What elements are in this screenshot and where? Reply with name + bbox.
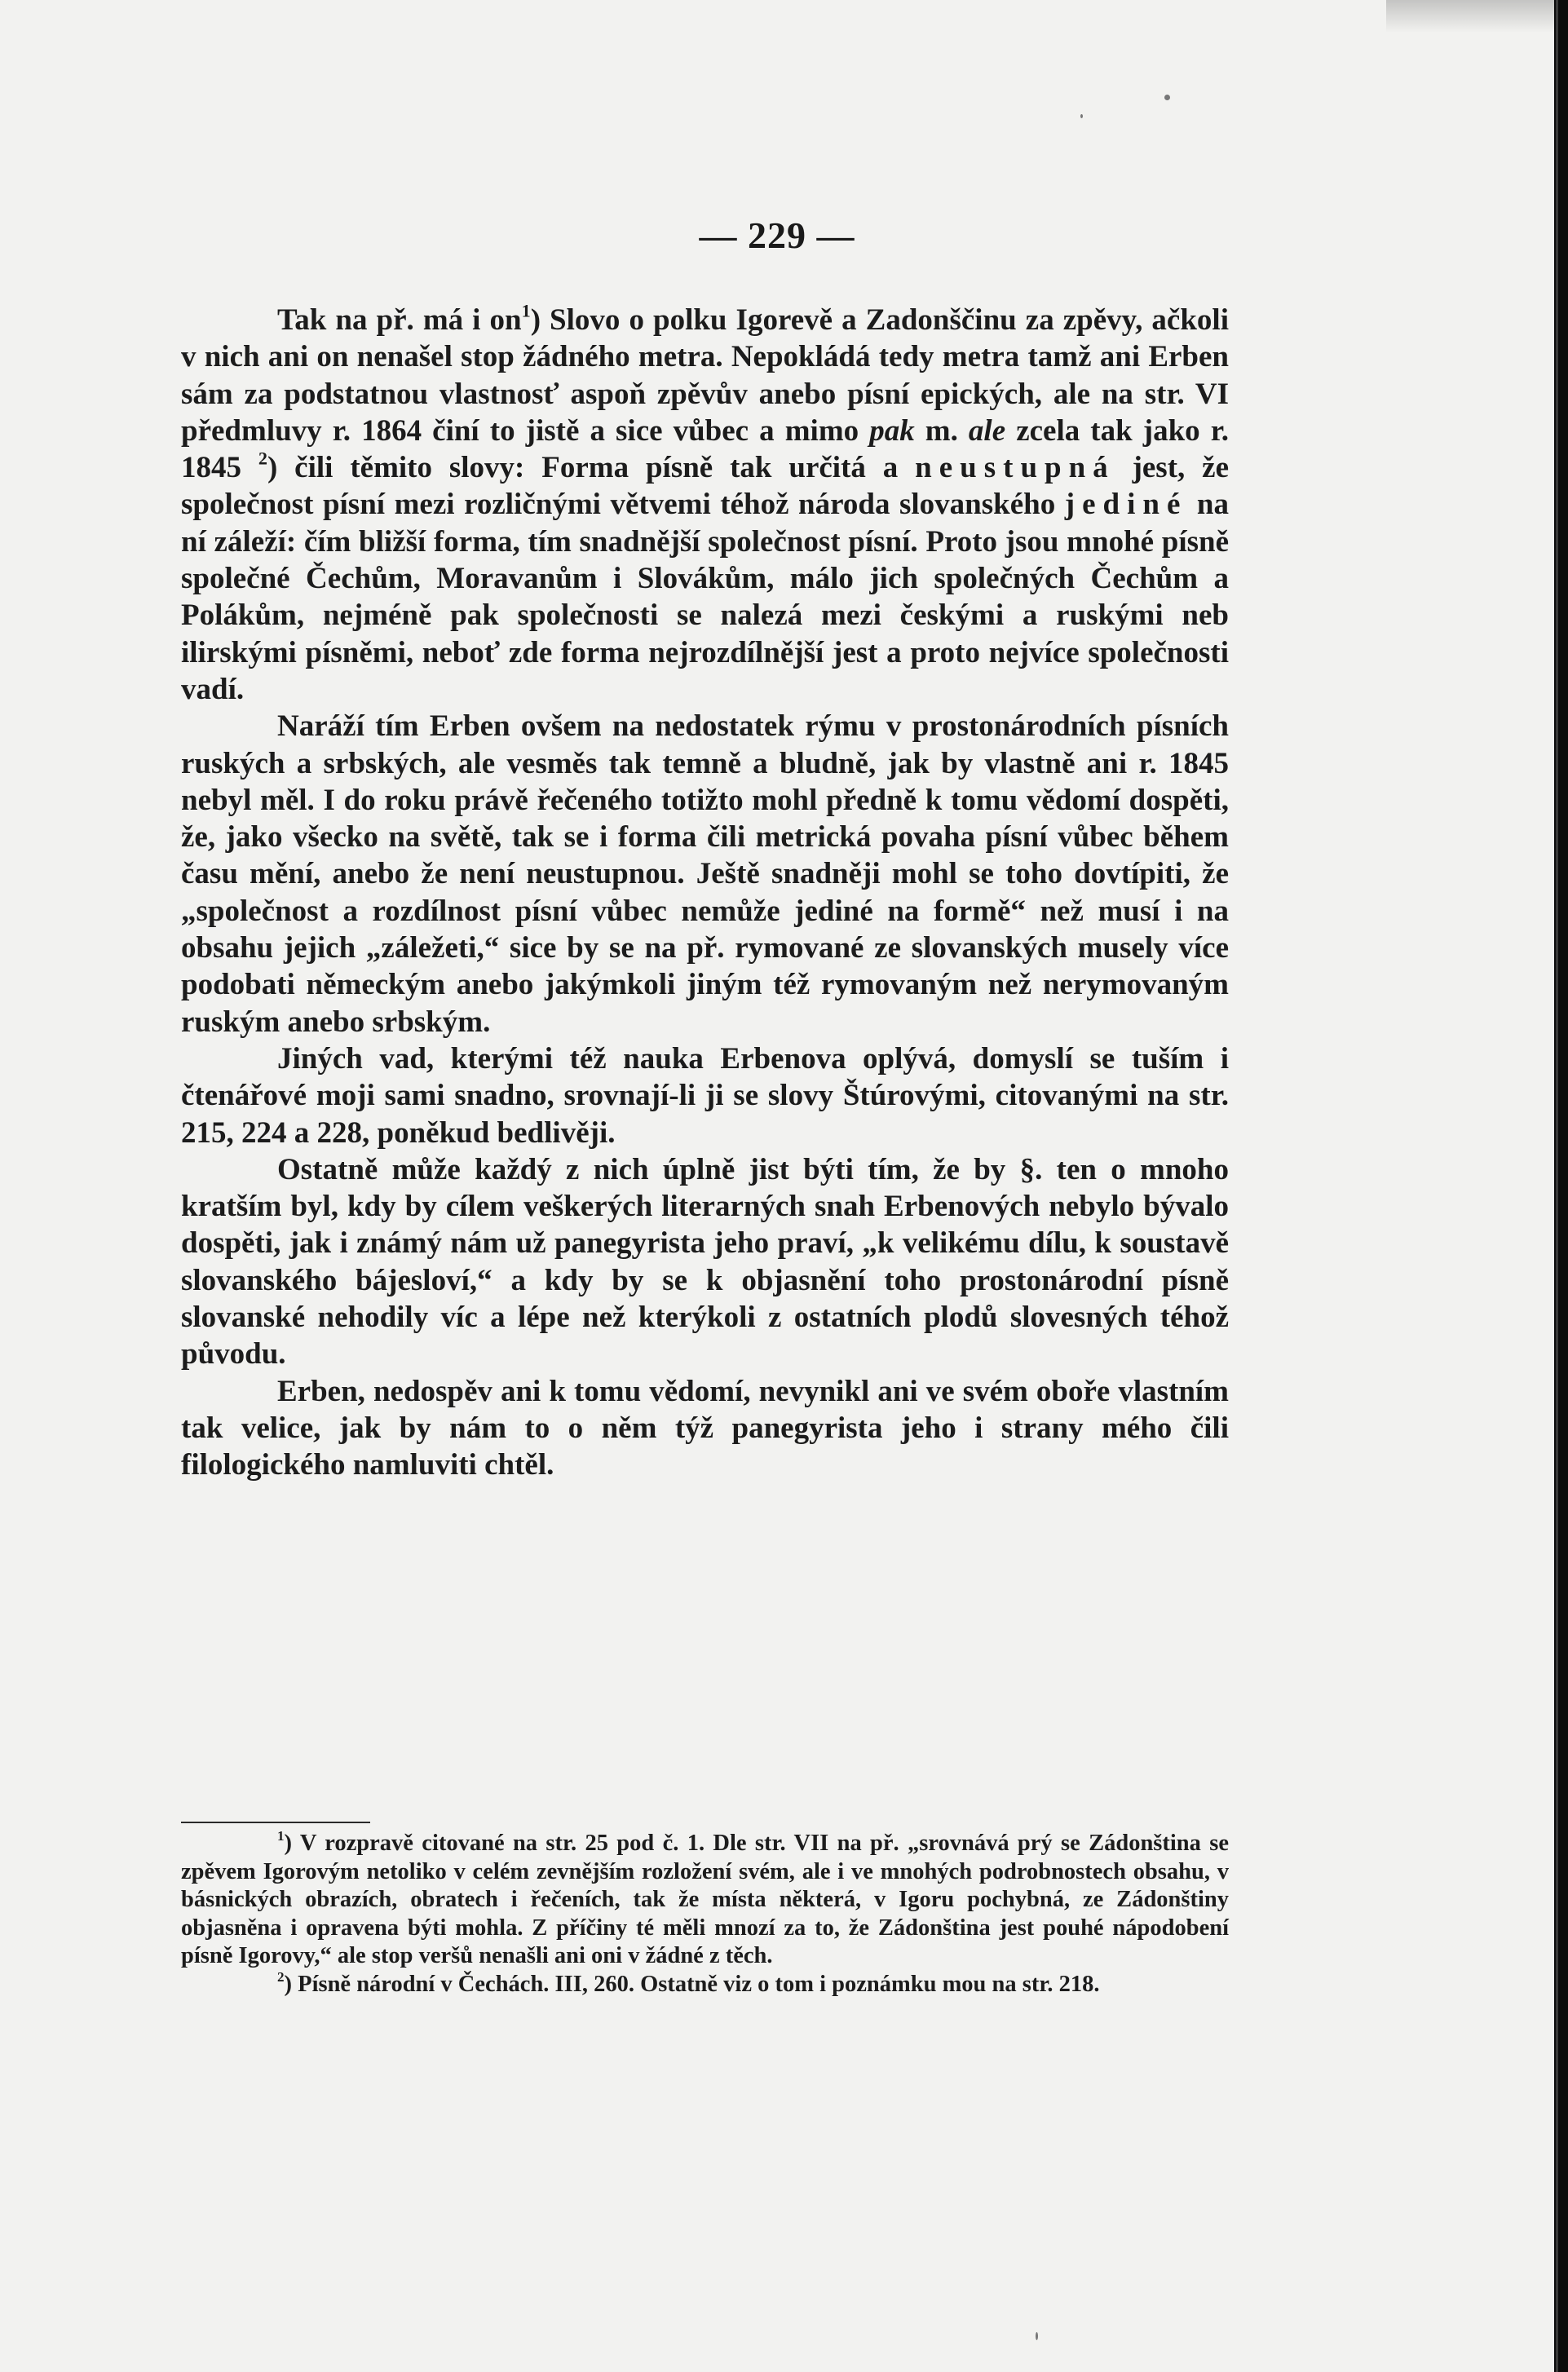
main-text [181,302,1229,1484]
scan-speck [1036,2332,1038,2340]
footnote-mark: 1 [277,1828,285,1844]
footnote [181,1968,1229,1999]
text-run: ) čili těmito slovy: Forma písně tak určitá a [267,451,916,485]
text-run: ) Slovo o polku Igorevě a Zadonščinu za zpěvy, ačkoli v nich ani on nenašel stop žádného metra. Nepokládá tedy metra tamž ani Erben sám za podstatnou vlastnosť aspoň zpěvův anebo písní epických, ale na str. VI předmluvy r. 1864 činí to jistě a sice vůbec a mimo [181,303,1229,448]
paragraph: Erben, nedospěv ani k tomu vědomí, nevynikl ani ve svém oboře vlastním tak velice, jak by nám to o něm týž panegyrista jeho i strany mého čili filologického namluviti chtěl. [181,1374,1229,1482]
footnote-ref: 2 [258,448,267,469]
footnote-text: ) V rozpravě citované na str. 25 pod č. 1. Dle str. VII na př. „srovnává prý se Zádonština se zpěvem Igorovým netoliko v celém zevnějším rozložení svém, ale i ve mnohých podrobnostech obsahu, v básnických obrazích, obratech i řečeních, tak že místa některá, v Igoru pochybná, ze Zádonštiny objasněna i opravena býti mohla. Z příčiny té měli mnozí za to, že Zádonština jest pouhé nápodobení písně Igorovy,“ ale stop veršů nenašli ani oni v žádné z těch. [181,1831,1229,1968]
footnote-ref: 1 [521,300,531,321]
paragraph: Jiných vad, kterými též nauka Erbenova oplývá, domyslí se tuším i čtenářové moji sami snadno, srovnají-li ji se slovy Štúrovými, citovanými na str. 215, 224 a 228, poněkud bedlivěji. [181,1041,1229,1150]
text-run: na ní záleží: čím bližší forma, tím snadnější společnost písní. Proto jsou mnohé písně společné Čechům, Moravanům i Slovákům, málo jich společných Čechům a Polákům, nejméně pak společnosti se nalezá mezi českými a ruskými neb ilirskými písněmi, neboť zde forma nejrozdílnější jest a proto nejvíce společnosti vadí. [181,488,1230,706]
text-run-italic: ale [968,413,1006,448]
scan-speck [1164,95,1170,100]
text-run: zcela tak jako r. 1845 [181,413,1229,485]
paragraph: Naráží tím Erben ovšem na nedostatek rýmu v prostonárodních písních ruských a srbských, ale vesměs tak temně a bludně, jak by vlastně ani r. 1845 nebyl měl. I do roku právě řečeného totižto mohl předně k tomu vědomí dospěti, že, jako všecko na světě, tak se i forma čili metrická povaha písní vůbec během času mění, anebo že není neustupnou. Ještě snadněji mohl se toho dovtípiti, že „společnost a rozdílnost písní vůbec nemůže jediné na formě“ než musí i na obsahu jejich „záležeti,“ sice by se na př. rymované ze slovanských musely více podobati německým anebo jakýmkoli jiným též rymovaným než nerymovaným ruským anebo srbským. [181,709,1229,1039]
footnotes [181,1830,1229,1999]
scan-shadow [1386,0,1554,33]
footnote-mark: 2 [277,1968,285,1985]
text-run-italic: pak [869,413,915,448]
text-run-spaced: jediné [1064,488,1188,522]
footnote-divider [181,1822,370,1823]
text-run-spaced: neustupná [915,451,1115,485]
text-run: m. [914,413,969,448]
paragraph: Ostatně může každý z nich úplně jist býti tím, že by §. ten o mnoho kratším byl, kdy by cílem veškerých literarných snah Erbenových nebylo bývalo dospěti, jak i známý nám už panegyrista jeho praví, „k velikému dílu, k soustavě slovanského bájesloví,“ a kdy by se k objasnění toho prostonárodní písně slovanské nehodily víc a lépe než kterýkoli z ostatních plodů slovesných téhož původu. [181,1152,1229,1372]
scan-speck [1080,114,1083,118]
scan-border [1554,0,1568,2372]
footnote-text: ) Písně národní v Čechách. III, 260. Ostatně viz o tom i poznámku mou na str. 218. [284,1971,1100,1997]
footnote [181,1830,1229,1971]
paragraph [181,302,1229,708]
page-number: — 229 — [699,214,855,256]
text-run: Tak na př. má i on [277,303,522,337]
text-run: jest, že společnost písní mezi rozličnými větvemi téhož národa slovanského [181,451,1230,522]
